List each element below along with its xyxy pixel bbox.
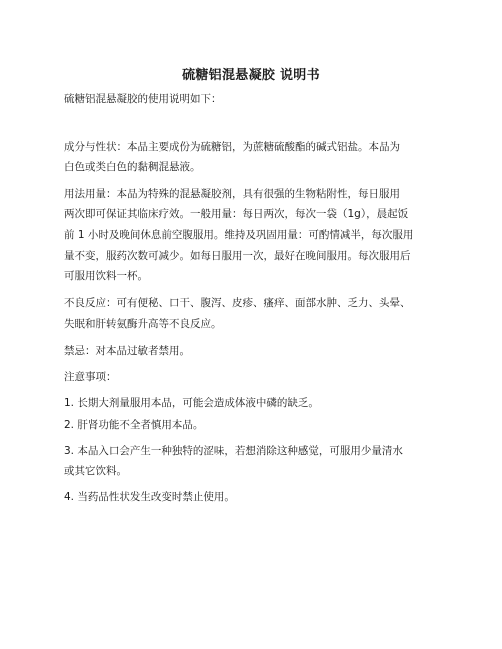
body-line: 3. 本品入口会产生一种独特的涩味，若想消除这种感觉，可服用少量清水 bbox=[64, 445, 403, 457]
body-line: 前 1 小时及晚间休息前空腹服用。维持及巩固用量：可酌情减半，每次服用 bbox=[64, 229, 414, 241]
intro-line: 硫糖铝混悬凝胶的使用说明如下： bbox=[64, 93, 222, 105]
body-line: 两次即可保证其临床疗效。一般用量：每日两次，每次一袋（1g），晨起饭 bbox=[64, 208, 409, 220]
body-line: 4. 当药品性状发生改变时禁止使用。 bbox=[64, 491, 235, 503]
body-line: 失眠和肝转氨酶升高等不良反应。 bbox=[64, 318, 222, 330]
body-line: 注意事项： bbox=[64, 371, 117, 383]
body-line: 1. 长期大剂量服用本品，可能会造成体液中磷的缺乏。 bbox=[64, 397, 319, 409]
body-line: 可服用饮料一杯。 bbox=[64, 270, 148, 282]
body-line: 成分与性状：本品主要成份为硫糖铝，为蔗糖硫酸酯的碱式铝盐。本品为 bbox=[64, 141, 400, 153]
document-title: 硫糖铝混悬凝胶 说明书 bbox=[182, 68, 320, 83]
body-line: 不良反应：可有便秘、口干、腹泻、皮疹、瘙痒、面部水肿、乏力、头晕、 bbox=[64, 297, 411, 309]
body-line: 禁忌：对本品过敏者禁用。 bbox=[64, 345, 190, 357]
body-line: 白色或类白色的黏稠混悬液。 bbox=[64, 161, 201, 173]
body-line: 2. 肝肾功能不全者慎用本品。 bbox=[64, 419, 204, 431]
body-line: 或其它饮料。 bbox=[64, 465, 127, 477]
body-line: 量不变，服药次数可减少。如每日服用一次，最好在晚间服用。每次服用后 bbox=[64, 250, 411, 262]
body-line: 用法用量：本品为特殊的混悬凝胶剂，具有很强的生物粘附性，每日服用 bbox=[64, 188, 400, 200]
